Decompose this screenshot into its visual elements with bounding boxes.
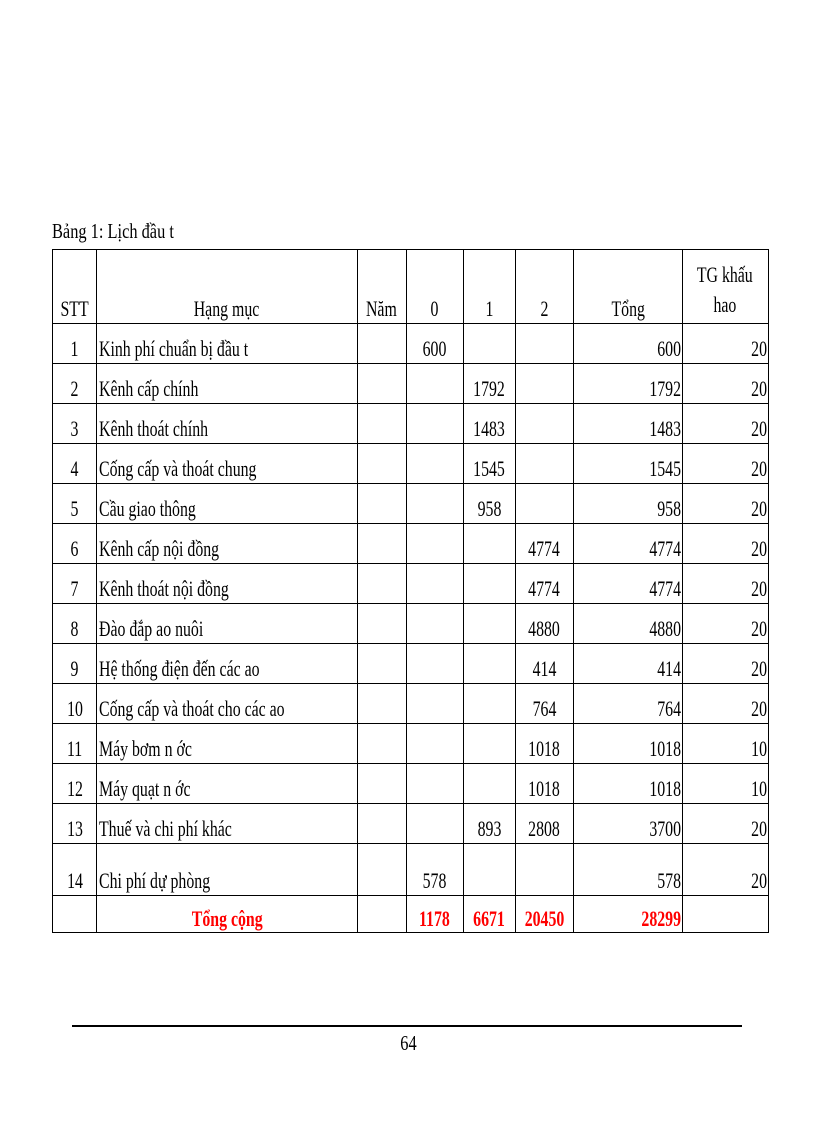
- cell-year-0: 578: [406, 844, 463, 896]
- cell-total: 414: [573, 644, 682, 684]
- cell-stt: 2: [53, 364, 97, 404]
- cell-year-2: [515, 444, 573, 484]
- cell-total: 958: [573, 484, 682, 524]
- cell-year-1: [463, 524, 515, 564]
- cell-year-2: 414: [515, 644, 573, 684]
- total-year-1: 6671: [463, 896, 515, 933]
- cell-total: 600: [573, 324, 682, 364]
- header-row: [53, 250, 769, 324]
- cell-year-0: [406, 684, 463, 724]
- cell-year-0: [406, 724, 463, 764]
- cell-stt: 14: [53, 844, 97, 896]
- total-year-2: 20450: [515, 896, 573, 933]
- table-row: [53, 804, 769, 844]
- cell-year-1: 958: [463, 484, 515, 524]
- cell-stt: 6: [53, 524, 97, 564]
- cell-year-1: [463, 764, 515, 804]
- total-stt: [53, 896, 97, 933]
- cell-stt: 1: [53, 324, 97, 364]
- cell-year-label: [357, 684, 406, 724]
- cell-total: 3700: [573, 804, 682, 844]
- table-row: [53, 604, 769, 644]
- cell-year-label: [357, 524, 406, 564]
- cell-item: Máy bơm n ớc: [97, 724, 358, 764]
- table-row: [53, 484, 769, 524]
- cell-depreciation: 10: [682, 764, 768, 804]
- investment-schedule-table: [52, 249, 769, 933]
- header-year: Năm: [357, 250, 406, 324]
- cell-item: Cầu giao thông: [97, 484, 358, 524]
- cell-item: Kinh phí chuẩn bị đầu t: [97, 324, 358, 364]
- cell-stt: 8: [53, 604, 97, 644]
- header-year-0: 0: [406, 250, 463, 324]
- cell-year-1: [463, 564, 515, 604]
- cell-year-label: [357, 764, 406, 804]
- cell-year-1: 1792: [463, 364, 515, 404]
- cell-year-2: [515, 324, 573, 364]
- cell-total: 764: [573, 684, 682, 724]
- cell-stt: 13: [53, 804, 97, 844]
- table-row: [53, 404, 769, 444]
- cell-depreciation: 20: [682, 524, 768, 564]
- cell-year-2: 4774: [515, 524, 573, 564]
- header-depreciation: TG khấu hao: [682, 250, 768, 324]
- cell-year-2: 4880: [515, 604, 573, 644]
- table-row: [53, 684, 769, 724]
- cell-stt: 7: [53, 564, 97, 604]
- cell-item: Kênh cấp chính: [97, 364, 358, 404]
- cell-depreciation: 20: [682, 484, 768, 524]
- totals-row: [53, 896, 769, 933]
- cell-depreciation: 20: [682, 564, 768, 604]
- cell-year-1: [463, 684, 515, 724]
- cell-year-0: [406, 804, 463, 844]
- cell-stt: 10: [53, 684, 97, 724]
- cell-year-0: [406, 364, 463, 404]
- cell-year-0: [406, 764, 463, 804]
- header-stt: STT: [53, 250, 97, 324]
- table-row: [53, 364, 769, 404]
- cell-year-2: 1018: [515, 764, 573, 804]
- cell-year-0: [406, 604, 463, 644]
- cell-stt: 4: [53, 444, 97, 484]
- cell-depreciation: 20: [682, 444, 768, 484]
- cell-stt: 9: [53, 644, 97, 684]
- cell-depreciation: 20: [682, 404, 768, 444]
- cell-item: Thuế và chi phí khác: [97, 804, 358, 844]
- cell-item: Cống cấp và thoát chung: [97, 444, 358, 484]
- cell-stt: 5: [53, 484, 97, 524]
- cell-year-0: [406, 524, 463, 564]
- table-row: [53, 524, 769, 564]
- cell-item: Chi phí dự phòng: [97, 844, 358, 896]
- cell-year-1: [463, 324, 515, 364]
- table-row: [53, 644, 769, 684]
- cell-year-label: [357, 324, 406, 364]
- cell-year-0: [406, 644, 463, 684]
- cell-year-label: [357, 604, 406, 644]
- page-number: 64: [399, 1031, 417, 1055]
- cell-year-label: [357, 564, 406, 604]
- table-row: [53, 724, 769, 764]
- cell-year-1: 893: [463, 804, 515, 844]
- cell-year-label: [357, 724, 406, 764]
- cell-total: 1545: [573, 444, 682, 484]
- total-label: Tổng cộng: [97, 896, 358, 933]
- cell-item: Máy quạt n ớc: [97, 764, 358, 804]
- cell-stt: 11: [53, 724, 97, 764]
- cell-stt: 3: [53, 404, 97, 444]
- cell-year-label: [357, 364, 406, 404]
- cell-item: Kênh thoát nội đồng: [97, 564, 358, 604]
- cell-total: 1792: [573, 364, 682, 404]
- table-row: [53, 844, 769, 896]
- cell-year-2: 4774: [515, 564, 573, 604]
- cell-stt: 12: [53, 764, 97, 804]
- cell-total: 1018: [573, 724, 682, 764]
- cell-depreciation: 20: [682, 844, 768, 896]
- cell-item: Kênh cấp nội đồng: [97, 524, 358, 564]
- cell-depreciation: 20: [682, 324, 768, 364]
- cell-total: 4880: [573, 604, 682, 644]
- total-sum: 28299: [573, 896, 682, 933]
- cell-total: 1483: [573, 404, 682, 444]
- cell-year-label: [357, 444, 406, 484]
- cell-year-2: 1018: [515, 724, 573, 764]
- cell-year-label: [357, 844, 406, 896]
- cell-total: 578: [573, 844, 682, 896]
- table-row: [53, 564, 769, 604]
- cell-total: 1018: [573, 764, 682, 804]
- cell-item: Kênh thoát chính: [97, 404, 358, 444]
- cell-depreciation: 20: [682, 604, 768, 644]
- cell-year-2: 2808: [515, 804, 573, 844]
- cell-year-1: 1483: [463, 404, 515, 444]
- header-total: Tổng: [573, 250, 682, 324]
- cell-total: 4774: [573, 524, 682, 564]
- header-item: Hạng mục: [97, 250, 358, 324]
- cell-year-0: 600: [406, 324, 463, 364]
- cell-year-1: [463, 724, 515, 764]
- cell-year-1: 1545: [463, 444, 515, 484]
- cell-year-0: [406, 484, 463, 524]
- cell-year-2: [515, 844, 573, 896]
- header-year-2: 2: [515, 250, 573, 324]
- footer-divider: [72, 1025, 742, 1027]
- cell-item: Cống cấp và thoát cho các ao: [97, 684, 358, 724]
- cell-depreciation: 10: [682, 724, 768, 764]
- cell-year-label: [357, 484, 406, 524]
- cell-year-label: [357, 644, 406, 684]
- table-row: [53, 324, 769, 364]
- cell-total: 4774: [573, 564, 682, 604]
- total-year-label: [357, 896, 406, 933]
- cell-item: Đào đắp ao nuôi: [97, 604, 358, 644]
- cell-item: Hệ thống điện đến các ao: [97, 644, 358, 684]
- cell-year-2: 764: [515, 684, 573, 724]
- cell-depreciation: 20: [682, 684, 768, 724]
- cell-year-label: [357, 404, 406, 444]
- cell-year-1: [463, 644, 515, 684]
- cell-depreciation: 20: [682, 804, 768, 844]
- header-year-1: 1: [463, 250, 515, 324]
- cell-year-1: [463, 604, 515, 644]
- cell-year-0: [406, 444, 463, 484]
- cell-year-2: [515, 404, 573, 444]
- table-row: [53, 444, 769, 484]
- cell-depreciation: 20: [682, 364, 768, 404]
- table-caption: Bảng 1: Lịch đầu t: [52, 219, 174, 243]
- cell-year-2: [515, 484, 573, 524]
- total-depreciation: [682, 896, 768, 933]
- cell-year-0: [406, 564, 463, 604]
- cell-year-2: [515, 364, 573, 404]
- cell-year-label: [357, 804, 406, 844]
- cell-year-1: [463, 844, 515, 896]
- table-row: [53, 764, 769, 804]
- total-year-0: 1178: [406, 896, 463, 933]
- cell-year-0: [406, 404, 463, 444]
- cell-depreciation: 20: [682, 644, 768, 684]
